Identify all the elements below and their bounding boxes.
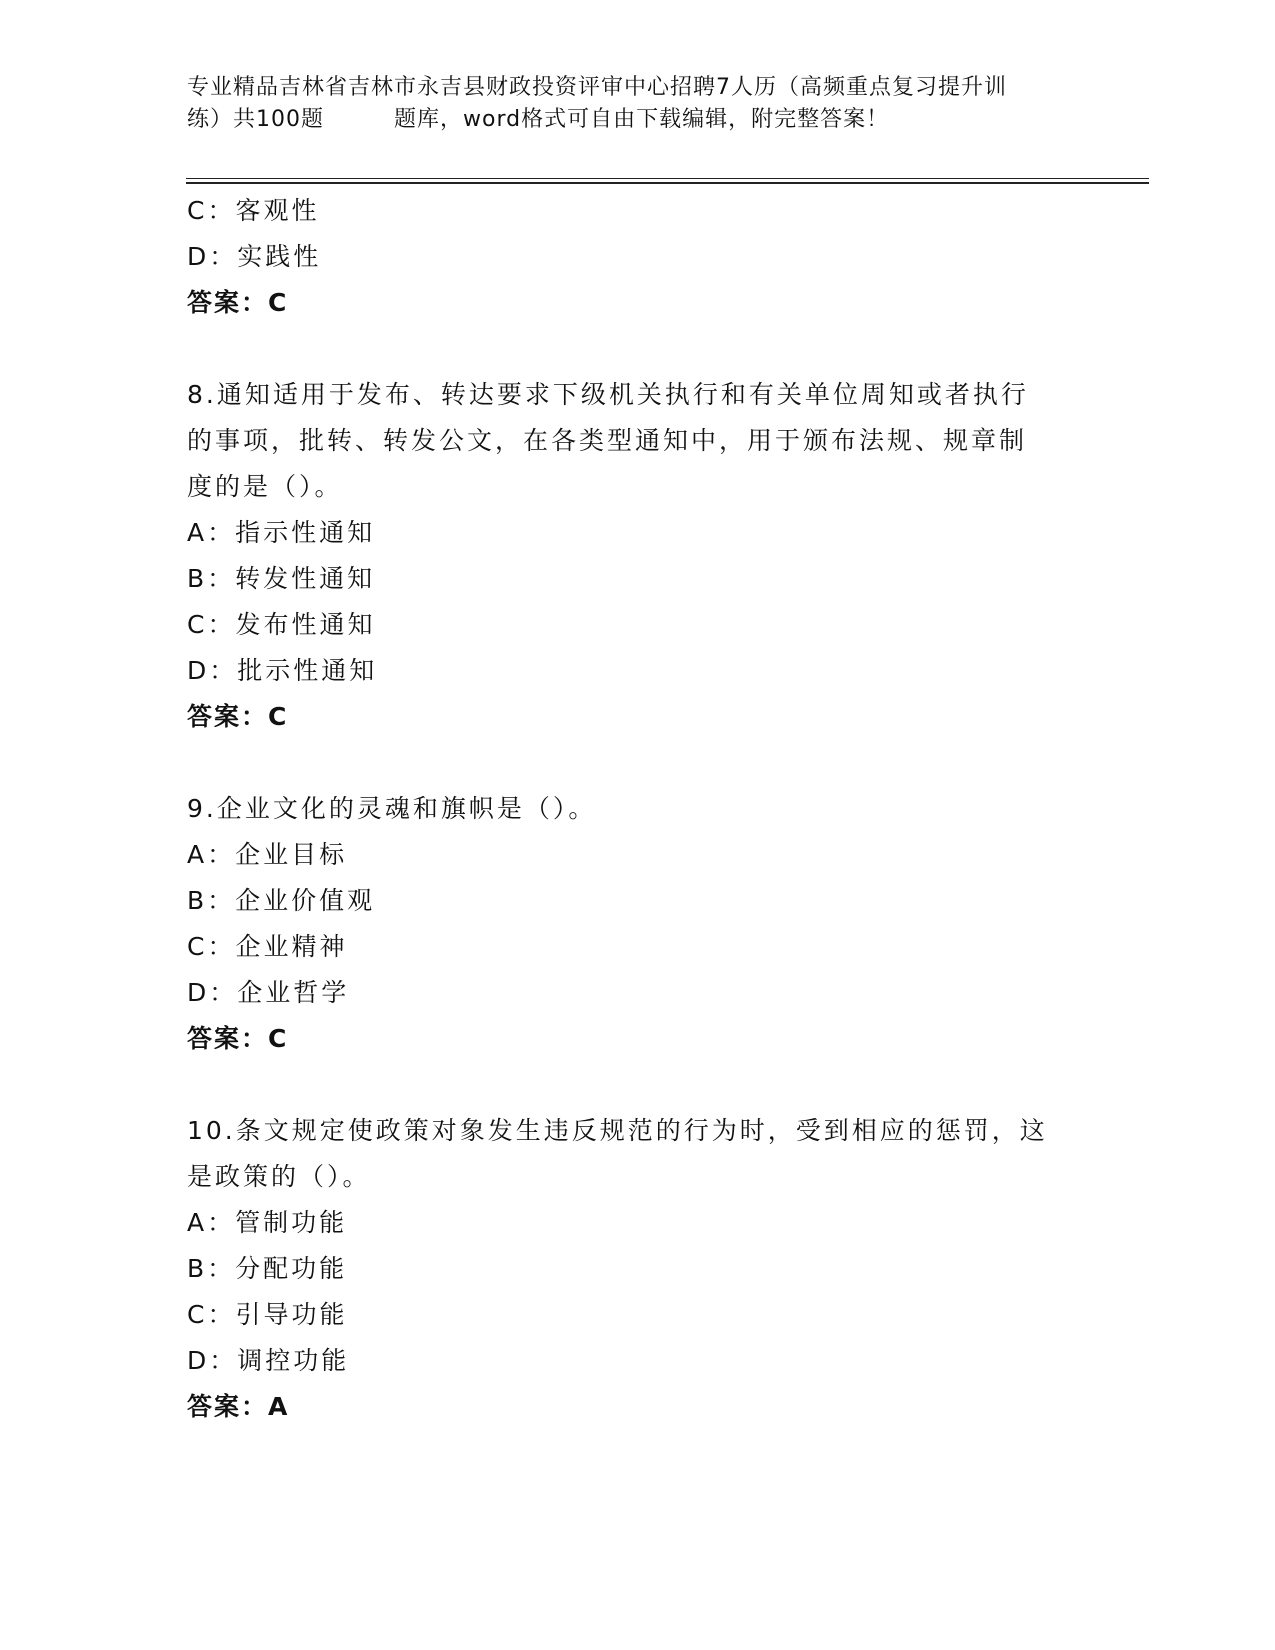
option-c: C：客观性 xyxy=(187,196,320,225)
option-d: D：调控功能 xyxy=(187,1346,350,1375)
option-a: A：管制功能 xyxy=(187,1208,348,1237)
answer: 答案：C xyxy=(187,288,289,317)
option-c: C：引导功能 xyxy=(187,1300,348,1329)
header-divider-thick xyxy=(186,182,1149,184)
question-text: 8.通知适用于发布、转达要求下级机关执行和有关单位周知或者执行 xyxy=(187,380,1029,409)
option-c: C：发布性通知 xyxy=(187,610,376,639)
question-10 xyxy=(187,1108,1087,1430)
question-7-continued xyxy=(187,188,1087,326)
option-a: A：企业目标 xyxy=(187,840,348,869)
question-text: 的事项，批转、转发公文，在各类型通知中，用于颁布法规、规章制 xyxy=(187,426,1028,455)
option-c: C：企业精神 xyxy=(187,932,348,961)
question-8 xyxy=(187,372,1087,740)
question-9 xyxy=(187,786,1087,1062)
option-d: D：企业哲学 xyxy=(187,978,350,1007)
header-line-2-part-1: 练）共100题 xyxy=(187,107,324,132)
document-body xyxy=(187,188,1087,1430)
option-b: B：分配功能 xyxy=(187,1254,348,1283)
answer: 答案：A xyxy=(187,1392,290,1421)
option-d: D：实践性 xyxy=(187,242,322,271)
answer: 答案：C xyxy=(187,1024,289,1053)
document-header xyxy=(187,72,1087,136)
header-line-1: 专业精品吉林省吉林市永吉县财政投资评审中心招聘7人历（高频重点复习提升训 xyxy=(187,75,1007,100)
header-divider-thin xyxy=(186,178,1149,179)
option-a: A：指示性通知 xyxy=(187,518,376,547)
answer: 答案：C xyxy=(187,702,289,731)
option-b: B：企业价值观 xyxy=(187,886,376,915)
question-text: 度的是（）。 xyxy=(187,472,343,501)
question-text: 是政策的（）。 xyxy=(187,1162,371,1191)
question-text: 9.企业文化的灵魂和旗帜是（）。 xyxy=(187,794,597,823)
header-line-2-part-2: 题库，word格式可自由下载编辑，附完整答案！ xyxy=(394,107,890,132)
question-text: 10.条文规定使政策对象发生违反规范的行为时，受到相应的惩罚，这 xyxy=(187,1116,1048,1145)
option-d: D：批示性通知 xyxy=(187,656,378,685)
option-b: B：转发性通知 xyxy=(187,564,376,593)
header-line-2 xyxy=(187,104,1087,136)
